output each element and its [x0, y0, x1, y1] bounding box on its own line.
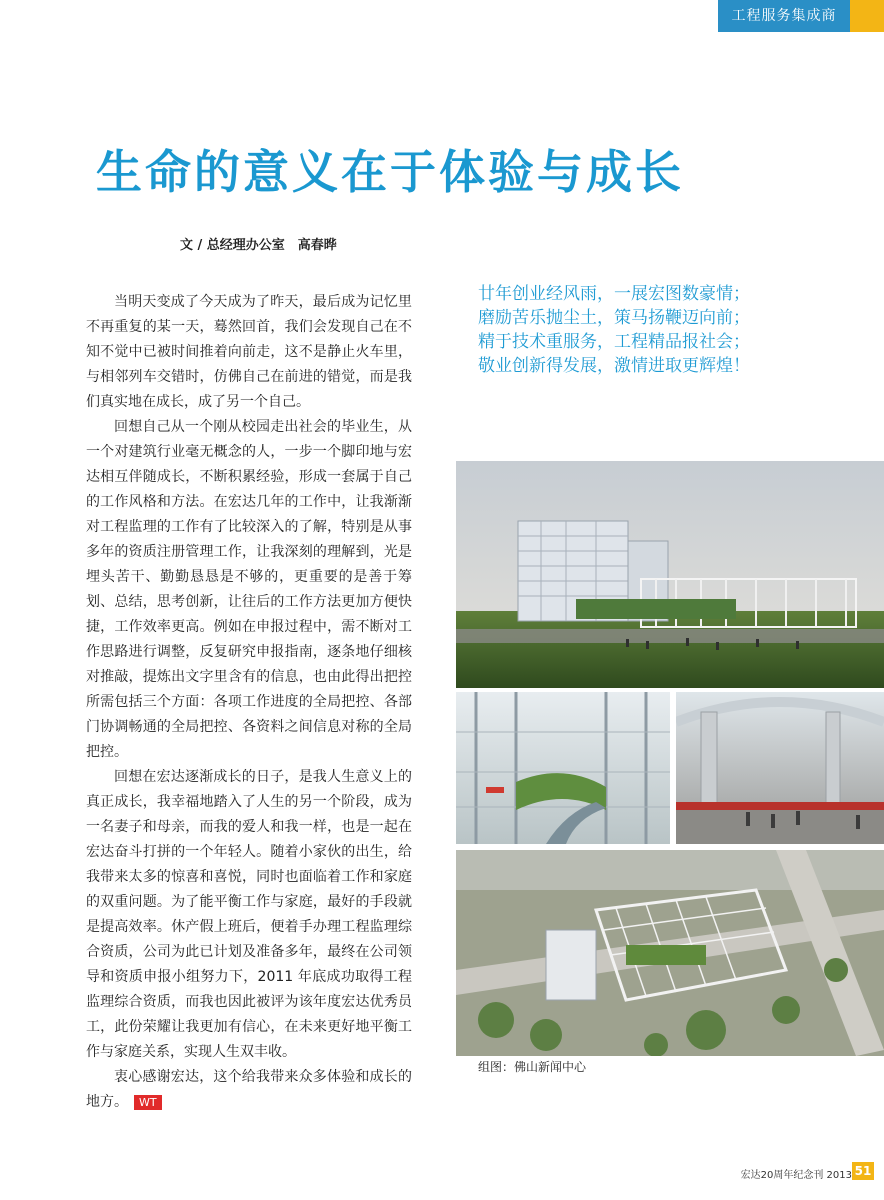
photo-exterior-rendering: [456, 461, 884, 688]
photo-aerial-rendering: [456, 850, 884, 1056]
section-tag: 工程服务集成商: [718, 0, 850, 32]
end-mark: WT: [134, 1095, 162, 1110]
photo-interior-atrium: [456, 692, 670, 844]
article-body: [86, 290, 412, 1115]
poem: [478, 282, 798, 378]
paragraph-4: [86, 1065, 412, 1115]
paragraph-3: 回想在宏达逐渐成长的日子，是我人生意义上的真正成长，我幸福地踏入了人生的另一个阶段，成为一名妻子和母亲，而我的爱人和我一样，也是一起在宏达奋斗打拼的一个年轻人。随着小家伙的出生，给我带来太多的惊喜和喜悦，同时也面临着工作和家庭的双重问题。为了能平衡工作与家庭，最好的手段就是提高效率。休产假上班后，便着手办理工程监理综合资质，公司为此已计划及准备多年，最终在公司领导和资质申报小组努力下，2011 年底成功取得工程监理综合资质，而我也因此被评为该年度宏达优秀员工，此份荣耀让我更加有信心，在未来更好地平衡工作与家庭关系，实现人生双丰收。: [86, 769, 412, 1060]
page-number: 51: [852, 1162, 874, 1180]
poem-line: 敬业创新得发展，激情进取更辉煌！: [478, 356, 750, 376]
poem-line: 精于技术重服务，工程精品报社会；: [478, 332, 750, 352]
photo-concourse: [676, 692, 884, 844]
poem-line: 磨励苦乐抛尘土，策马扬鞭迈向前；: [478, 308, 750, 328]
paragraph-4-text: 衷心感谢宏达，这个给我带来众多体验和成长的地方。: [86, 1069, 412, 1110]
photo-caption: 组图：佛山新闻中心: [478, 1060, 587, 1074]
paragraph-2: 回想自己从一个刚从校园走出社会的毕业生，从一个对建筑行业毫无概念的人，一步一个脚印地与宏达相互伴随成长，不断积累经验，形成一套属于自己的工作风格和方法。在宏达几年的工作中，让我渐渐对工程监理的工作有了比较深入的了解，特别是从事多年的资质注册管理工作，让我深刻的理解到，光是埋头苦干、勤勤恳恳是不够的，更重要的是善于筹划、总结，思考创新，让往后的工作方法更加方便快捷，工作效率更高。例如在申报过程中，需不断对工作思路进行调整，反复研究申报指南，逐条地仔细核对推敲，提炼出文字里含有的信息，也由此得出把控所需包括三个方面：各项工作进度的全局把控、各部门协调畅通的全局把控、各资料之间信息对称的全局把控。: [86, 419, 412, 760]
section-tag-accent: [850, 0, 884, 32]
paragraph-1: 当明天变成了今天成为了昨天，最后成为记忆里不再重复的某一天，蓦然回首，我们会发现自己在不知不觉中已被时间推着向前走，这不是静止火车里，与相邻列车交错时，仿佛自己在前进的错觉，而是我们真实地在成长，成了另一个自己。: [86, 294, 412, 410]
poem-line: 廿年创业经风雨，一展宏图数豪情；: [478, 284, 750, 304]
article-byline: 文 / 总经理办公室 高春晔: [180, 238, 337, 253]
publication-footer: 宏达20周年纪念刊 2013: [740, 1170, 852, 1181]
article-title: 生命的意义在于体验与成长: [96, 145, 684, 199]
